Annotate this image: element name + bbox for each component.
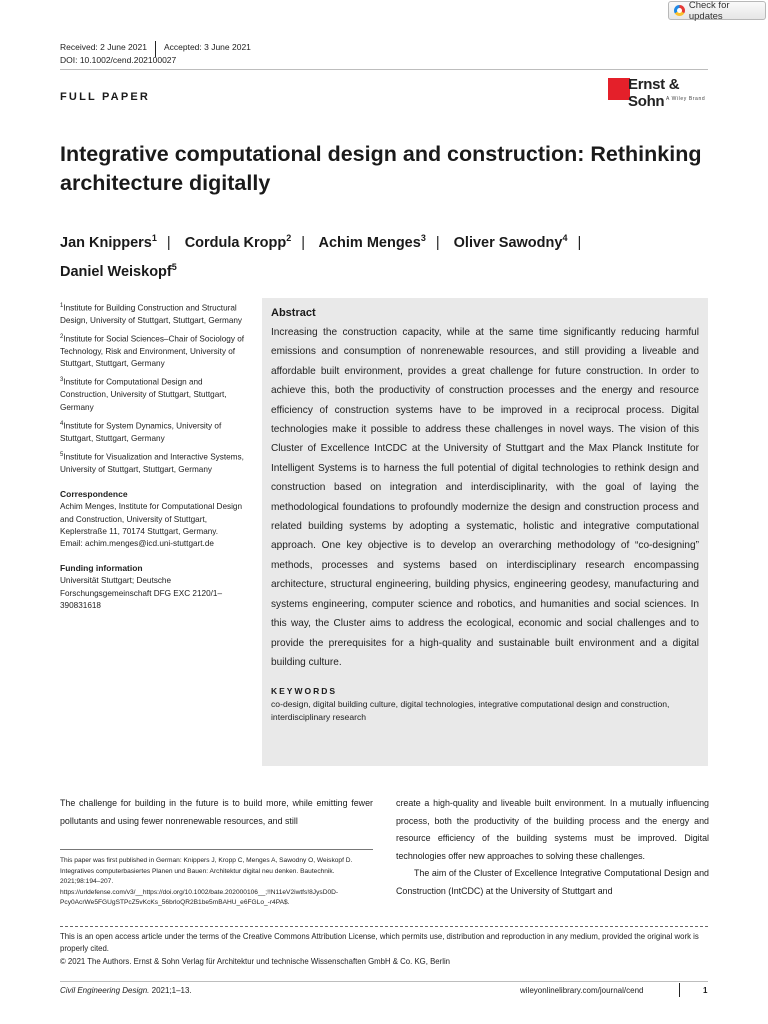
keywords-text: co-design, digital building culture, digital technologies, integrative computational design and construction, interdisciplinary research <box>271 699 670 723</box>
body-paragraph: The aim of the Cluster of Excellence Integrative Computational Design and Construction (IntCDC) at the University of Stuttgart and <box>396 868 709 896</box>
author-name[interactable]: Oliver Sawodny$^4$ <box>453 233 568 251</box>
citation-range: 2021;1–13. <box>151 986 192 995</box>
article-dates <box>60 39 251 55</box>
author-name[interactable]: Achim Menges$^3$ <box>318 233 426 251</box>
license-text: This is an open access article under the terms of the Creative Commons Attribution License, which permits use, distribution and reproduction in any medium, provided the original work is properly cited. <box>60 932 699 954</box>
body-paragraph: create a high-quality and liveable built environment. In a mutually influencing process, both the productivity of the building process and the energy and resource efficiency of the building systems must be improved. Digital technologies offer new approaches to solving these challenges. <box>396 798 709 861</box>
correspondence-heading: Correspondence <box>60 489 128 500</box>
publisher-subtitle: A Wiley Brand <box>666 96 706 102</box>
funding-heading: Funding information <box>60 563 143 574</box>
license-divider <box>60 926 708 927</box>
abstract-heading: Abstract <box>271 307 316 319</box>
affiliation: $^4$Institute for System Dynamics, University of Stuttgart, Stuttgart, Germany <box>60 420 222 443</box>
publisher-name: Ernst & Sohn <box>628 76 680 110</box>
header-divider <box>60 69 708 70</box>
footnote: This paper was first published in German: Knippers J, Kropp C, Menges A, Sawodny O, Weiskopf D. Integratives computerbasiertes Planen und Bauen: Architektur digital neu denken. Bautechnik. 2021;98:194–207. https://urldefense.com/v3/__https://doi.org/10.1002/bate.202000106__;!!N11eV2iwtfs!8JysD0D-Pcy0AcrWe5FGUgSTPcZ5vKcKs_56brloQR2B1be5mBAHU_e6FGLo_-r4PA$. <box>60 857 353 907</box>
copyright-text: © 2021 The Authors. Ernst & Sohn Verlag für Architektur und technische Wissenschaften GmbH & Co. KG, Berlin <box>60 956 451 966</box>
affiliation: $^1$Institute for Building Construction and Structural Design, University of Stuttgart, Stuttgart, Germany <box>60 303 243 325</box>
abstract-text: Increasing the construction capacity, while at the same time significantly reducing harmful emissions and consumption of nonrenewable resources, and still providing a liveable and affordable built environment, provides a great challenge for future construction. In order to achieve this, both the productivity of construction processes and the energy and resource efficiency of construction systems have to be improved in a reciprocal process. Digital technologies make it possible to address these challenges in novel ways. The vision of this Cluster of Excellence IntCDC at the University of Stuttgart and the Max Planck Institute for Intelligent Systems is to harness the full potential of digital technologies to rethink design and construction based on integration and interdisciplinarity, with the goal of laying the methodological foundations to profoundly modernize the design and construction process and related building systems by adopting a systematic, holistic and integrative computational approach. One key objective is to develop an overarching methodology of “co-designing” methods, processes and systems based on interdisciplinary research encompassing architecture, structural engineering, building physics, engineering geodesy, manufacturing and systems engineering, computer science and robotics, and humanities and social sciences. In this way, the Cluster aims to address the ecological, economic and social challenges and to provide the prerequisites for a high-quality and sustainable built environment and a digital building culture. <box>271 327 699 668</box>
journal-citation <box>60 986 192 995</box>
author-name[interactable]: Cordula Kropp$^2$ <box>184 233 292 251</box>
paper-title: Integrative computational design and construction: Rethinking architecture digitally <box>60 142 702 195</box>
author-name[interactable]: Jan Knippers$^1$ <box>60 233 157 251</box>
abstract-box <box>262 298 708 766</box>
funding-text: Universität Stuttgart; Deutsche Forschungsgemeinschaft DFG EXC 2120/1–390831618 <box>60 576 223 610</box>
affiliation: $^2$Institute for Social Sciences–Chair of Sociology of Technology, Risk and Environment, University of Stuttgart, Stuttgart, Germany <box>60 334 245 369</box>
footer-bar <box>679 983 680 997</box>
check-for-updates-button[interactable] <box>668 1 766 20</box>
logo-red-block <box>608 78 630 100</box>
doi[interactable]: DOI: 10.1002/cend.202100027 <box>60 55 177 65</box>
journal-name: Civil Engineering Design. <box>60 986 150 995</box>
footer-divider <box>60 981 708 982</box>
page-number: 1 <box>703 986 708 995</box>
affiliation: $^5$Institute for Visualization and Interactive Systems, University of Stuttgart, Stuttgart, Germany <box>60 451 244 474</box>
affiliations-column <box>60 300 250 612</box>
footnote-divider <box>60 849 373 850</box>
crossmark-icon <box>674 5 685 16</box>
publisher-logo <box>608 76 712 110</box>
correspondence-email[interactable]: Email: achim.menges@icd.uni-stuttgart.de <box>60 538 214 548</box>
article-type: FULL PAPER <box>60 91 151 103</box>
correspondence-text: Achim Menges, Institute for Computational Design and Construction, University of Stuttgart, Keplerstraße 11, 70174 Stuttgart, Germany. <box>60 502 243 536</box>
keywords-heading: KEYWORDS <box>271 686 338 697</box>
accepted-date: Accepted: 3 June 2021 <box>163 42 251 52</box>
author-list: Jan Knippers$^1$ | Cordula Kropp$^2$ | Achim Menges$^3$ | Oliver Sawodny$^4$ | Daniel Weiskopf$^5$ <box>60 233 582 280</box>
body-text-right <box>396 795 709 900</box>
journal-url[interactable]: wileyonlinelibrary.com/journal/cend <box>520 986 644 995</box>
check-for-updates-label: Check for updates <box>688 0 730 22</box>
author-name[interactable]: Daniel Weiskopf$^5$ <box>60 261 177 280</box>
body-text-left: The challenge for building in the future is to build more, while emitting fewer pollutants and using fewer nonrenewable resources, and still <box>60 798 373 826</box>
received-date: Received: 2 June 2021 <box>60 42 147 52</box>
affiliation: $^3$Institute for Computational Design and Construction, University of Stuttgart, Stuttgart, Germany <box>60 377 227 412</box>
license-block <box>60 931 710 968</box>
